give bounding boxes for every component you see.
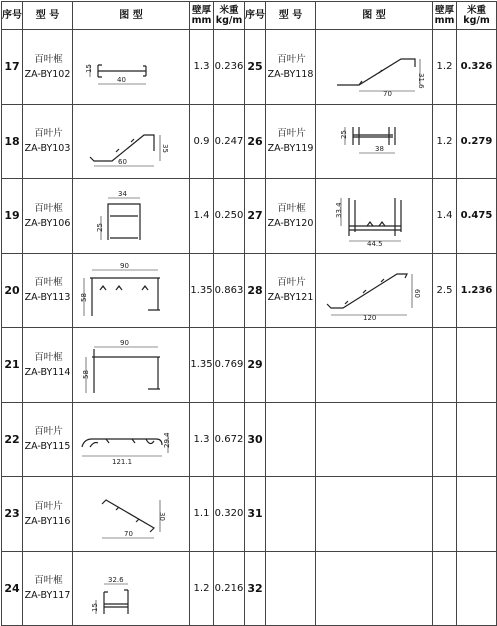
header-figure: 图 型 [73,2,190,30]
dimension-label: 70 [124,529,133,538]
thickness-value: 1.3 [190,402,214,477]
header-seq: 序号 [2,2,23,30]
thickness-value: 2.5 [433,253,457,328]
profile-figure [73,104,190,179]
dimension-label: 60 [413,289,421,299]
table-row [2,551,497,626]
profile-figure [316,179,433,254]
profile-code: ZA-BY120 [267,217,314,229]
row-number: 29 [245,328,266,403]
profile-figure [73,179,190,254]
dimension-label: 90 [120,262,129,271]
profile-drawing [319,111,429,171]
profile-drawing [76,186,186,246]
profile-type: 百叶片 [277,277,306,289]
profile-type: 百叶框 [34,53,63,65]
dimension-label: 35 [161,144,169,154]
dimension-label: 15 [85,63,93,73]
model-cell [266,477,316,552]
dimension-label: 60 [118,158,127,167]
header-weight-right [457,2,497,30]
profile-figure [316,402,433,477]
model-cell [23,402,73,477]
profile-figure [316,551,433,626]
row-number: 28 [245,253,266,328]
profile-drawing [319,260,429,320]
table-row [2,477,497,552]
thickness-value: 1.35 [190,253,214,328]
model-cell [266,30,316,105]
header-weight [214,2,245,30]
weight-value: 0.475 [457,179,497,254]
thickness-value: 1.35 [190,328,214,403]
table-row [2,402,497,477]
profile-figure [73,30,190,105]
model-cell [266,179,316,254]
profile-figure [316,328,433,403]
dimension-label: 70 [383,89,392,97]
dimension-label: 30 [158,511,166,521]
profile-type: 百叶片 [34,128,63,140]
thickness-value: 1.2 [433,30,457,105]
profile-code: ZA-BY116 [24,515,71,527]
row-number: 22 [2,402,23,477]
header-thickness-label: 壁厚 [191,4,211,16]
weight-value: 0.326 [457,30,497,105]
table-row [2,104,497,179]
row-number: 24 [2,551,23,626]
weight-value: 0.320 [214,477,245,552]
header-thickness-unit: mm [191,14,212,26]
weight-value: 0.250 [214,179,245,254]
profile-figure [316,477,433,552]
model-cell [266,551,316,626]
thickness-value: 1.2 [190,551,214,626]
thickness-value [433,328,457,403]
header-thickness-right [433,2,457,30]
profile-type: 百叶片 [34,426,63,438]
profile-code: ZA-BY121 [267,292,314,304]
dimension-label: 120 [363,314,377,321]
header-weight-label-right: 米重 [466,4,486,16]
dimension-label: 31.6 [417,72,425,89]
row-number: 27 [245,179,266,254]
model-cell [23,477,73,552]
row-number: 26 [245,104,266,179]
dimension-label: 40 [117,75,126,84]
weight-value [457,551,497,626]
profile-drawing [319,186,429,246]
thickness-value [433,551,457,626]
dimension-label: 38 [375,145,384,154]
dimension-label: 34 [118,189,127,198]
header-figure-right: 图 型 [316,2,433,30]
profile-code: ZA-BY119 [267,143,314,155]
profile-figure [73,402,190,477]
dimension-label: 25 [96,222,104,232]
profile-drawing [76,335,186,395]
header-thickness [190,2,214,30]
profile-figure [316,104,433,179]
profile-type: 百叶片 [277,53,306,65]
dimension-label: 121.1 [112,458,133,467]
model-cell [23,551,73,626]
profile-figure [73,253,190,328]
model-cell [23,30,73,105]
dimension-label: 58 [82,369,90,379]
weight-value: 0.769 [214,328,245,403]
header-weight-unit: kg/m [215,14,243,26]
model-cell [23,179,73,254]
header-weight-label: 米重 [219,4,239,16]
dimension-label: 33.4 [335,202,343,218]
thickness-value [433,477,457,552]
row-number: 18 [2,104,23,179]
dimension-label: 15 [91,603,99,613]
weight-value: 0.279 [457,104,497,179]
model-cell [23,253,73,328]
weight-value: 0.216 [214,551,245,626]
model-cell [266,253,316,328]
dimension-label: 90 [120,338,129,347]
profile-drawing [76,37,186,97]
profile-type: 百叶框 [34,351,63,363]
profile-type: 百叶框 [277,202,306,214]
header-model-right: 型 号 [266,2,316,30]
dimension-label: 29.4 [163,432,171,449]
header-model: 型 号 [23,2,73,30]
table-row [2,253,497,328]
row-number: 32 [245,551,266,626]
header-weight-unit-right: kg/m [463,14,490,26]
profile-drawing [76,558,186,618]
profile-code: ZA-BY115 [24,441,71,453]
profile-code: ZA-BY114 [24,366,71,378]
profile-type: 百叶框 [34,202,63,214]
profile-figure [73,477,190,552]
row-number: 17 [2,30,23,105]
weight-value: 0.247 [214,104,245,179]
thickness-value: 1.2 [433,104,457,179]
profile-catalog-table [1,1,497,626]
profile-type: 百叶框 [34,575,63,587]
row-number: 31 [245,477,266,552]
model-cell [23,104,73,179]
profile-type: 百叶框 [34,277,63,289]
profile-drawing [76,484,186,544]
weight-value [457,477,497,552]
thickness-value: 1.1 [190,477,214,552]
row-number: 21 [2,328,23,403]
weight-value [457,328,497,403]
model-cell [266,328,316,403]
profile-code: ZA-BY117 [24,590,71,602]
profile-figure [73,328,190,403]
weight-value: 0.863 [214,253,245,328]
header-row [2,2,497,30]
weight-value: 0.236 [214,30,245,105]
profile-type: 百叶片 [277,128,306,140]
profile-drawing [319,37,429,97]
dimension-label: 25 [340,130,348,140]
profile-type: 百叶片 [34,500,63,512]
thickness-value: 1.3 [190,30,214,105]
table-row [2,30,497,105]
thickness-value: 1.4 [433,179,457,254]
thickness-value: 1.4 [190,179,214,254]
weight-value [457,402,497,477]
profile-drawing [76,409,186,469]
thickness-value [433,402,457,477]
row-number: 23 [2,477,23,552]
profile-code: ZA-BY113 [24,292,71,304]
header-thickness-unit-right: mm [434,14,455,26]
header-thickness-label-right: 壁厚 [434,4,454,16]
row-number: 30 [245,402,266,477]
header-seq-right: 序号 [245,2,266,30]
row-number: 25 [245,30,266,105]
row-number: 19 [2,179,23,254]
model-cell [266,104,316,179]
row-number: 20 [2,253,23,328]
dimension-label: 44.5 [367,239,383,246]
dimension-label: 32.6 [108,576,124,585]
dimension-label: 58 [80,293,88,303]
profile-code: ZA-BY102 [24,68,71,80]
profile-drawing [76,111,186,171]
table-row [2,179,497,254]
profile-drawing [76,260,186,320]
profile-code: ZA-BY103 [24,143,71,155]
model-cell [266,402,316,477]
profile-figure [316,30,433,105]
table-row [2,328,497,403]
weight-value: 0.672 [214,402,245,477]
weight-value: 1.236 [457,253,497,328]
profile-code: ZA-BY106 [24,217,71,229]
profile-figure [316,253,433,328]
model-cell [23,328,73,403]
profile-figure [73,551,190,626]
profile-code: ZA-BY118 [267,68,314,80]
thickness-value: 0.9 [190,104,214,179]
